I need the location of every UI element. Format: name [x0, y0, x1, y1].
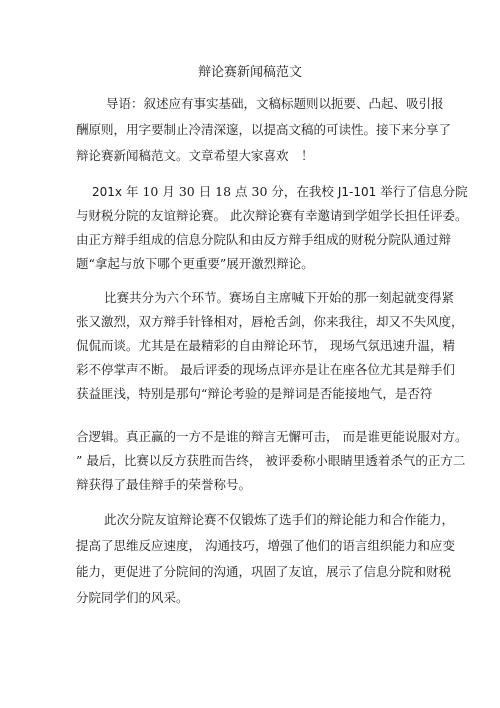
paragraph-4-line: 此次分院友谊辩论赛不仅锻炼了选手们的辩论能力和合作能力， — [104, 512, 455, 527]
paragraph-2-line: 张又激烈，双方辩手针锋相对，唇枪舌剑，你来我往，却又不失风度， — [76, 314, 464, 329]
paragraph-2-line: 比赛共分为六个环节。赛场自主席喊下开始的那一刻起就变得紧 — [104, 290, 455, 305]
paragraph-4-line: 分院同学们的风采。 — [76, 590, 189, 605]
event-year: 201x — [92, 185, 123, 199]
paragraph-2-line: 侃侃而谈。尤其是在最精彩的自由辩论环节， 现场气氛迅速升温，精 — [76, 338, 455, 353]
paragraph-2-line: 彩不停掌声不断。 最后评委的现场点评亦是让在座各位尤其是辩手们 — [76, 362, 455, 377]
paragraph-3-line: ” 最后，比赛以反方获胜而告终， 被评委称小眼睛里透着杀气的正方二 — [76, 453, 466, 468]
paragraph-4-line: 能力，更促进了分院间的沟通，巩固了友谊，展示了信息分院和财税 — [76, 564, 452, 579]
event-venue: J1-101 — [337, 185, 377, 199]
event-line-tail: 举行了信息分院 — [376, 184, 468, 199]
event-date: 年 10 月 30 日 18 点 30 分，在我校 — [122, 184, 338, 199]
paragraph-2-line: 获益匪浅，特别是那句“辩论考验的是辩词是否能接地气，是否符 — [76, 386, 433, 401]
document-title: 辩论赛新闻稿范文 — [197, 65, 302, 80]
intro-line: 导语：叙述应有事实基础，文稿标题则以扼要、凸起、吸引报 — [106, 96, 444, 111]
paragraph-1-line: 与财税分院的友谊辩论赛。 此次辩论赛有幸邀请到学姐学长担任评委。 — [76, 208, 468, 223]
intro-line: 酬原则，用字要制止冷清深邃，以提高文稿的可读性。接下来分享了 — [76, 122, 452, 137]
paragraph-1-line: 题“拿起与放下哪个更重要”展开激烈辩论。 — [76, 256, 314, 271]
paragraph-4-line: 提高了思维反应速度， 沟通技巧，增强了他们的语言组织能力和应变 — [76, 538, 455, 553]
intro-line: 辩论赛新闻稿范文。文章希望大家喜欢 ！ — [76, 148, 314, 163]
paragraph-3-line: 合逻辑。真正赢的一方不是谁的辩言无懈可击， 而是谁更能说服对方。 — [76, 429, 468, 444]
paragraph-3-line: 辩获得了最佳辩手的荣誉称号。 — [76, 477, 252, 492]
paragraph-1-line — [92, 183, 468, 201]
paragraph-1-line: 由正方辩手组成的信息分院队和由反方辩手组成的财税分院队通过辩 — [76, 232, 452, 247]
